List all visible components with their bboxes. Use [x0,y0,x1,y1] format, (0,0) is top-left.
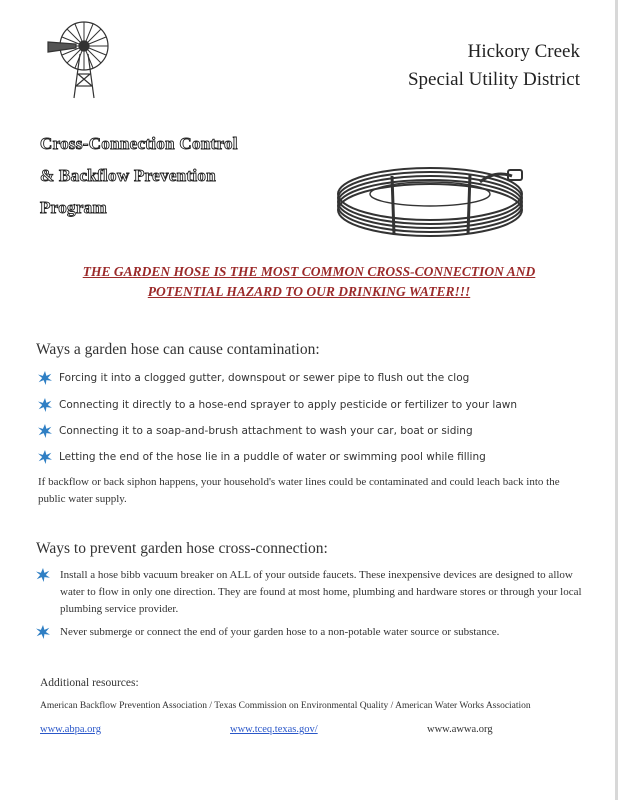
link-awwa[interactable]: www.awwa.org [427,724,493,735]
splash-star-icon [36,625,50,639]
link-abpa[interactable]: www.abpa.org [40,724,101,735]
splash-star-icon [36,568,50,582]
contamination-item-text: Connecting it to a soap-and-brush attachment to wash your car, boat or siding [59,425,473,437]
contamination-item-text: Letting the end of the hose lie in a puddle of water or swimming pool while filling [59,451,486,463]
program-title-line-1: Cross-Connection Control [40,134,238,153]
prevention-heading: Ways to prevent garden hose cross-connection: [36,540,328,557]
windmill-icon [40,14,120,104]
link-tceq[interactable]: www.tceq.texas.gov/ [230,724,318,735]
org-line-2: Special Utility District [407,69,580,90]
splash-star-icon [38,450,52,464]
program-title-line-3: Program [40,198,107,217]
contamination-item [38,451,486,464]
contamination-item-text: Forcing it into a clogged gutter, downspout or sewer pipe to flush out the clog [59,372,470,384]
prevention-item-text: Never submerge or connect the end of your garden hose to a non-potable water source or substance. [60,626,500,638]
program-title-line-2: & Backflow Prevention [40,166,216,185]
garden-hose-icon [330,160,530,240]
resource-organizations: American Backflow Prevention Association / Texas Commission on Environmental Quality / American Water Works Association [40,701,531,711]
warning-line-1: THE GARDEN HOSE IS THE MOST COMMON CROSS-CONNECTION AND [82,264,536,279]
org-line-1: Hickory Creek [467,41,580,62]
contamination-item [38,372,469,385]
prevention-item [36,567,588,618]
splash-star-icon [38,424,52,438]
prevention-item-text: Install a hose bibb vacuum breaker on ALL of your outside faucets. These inexpensive devices are designed to allow water to flow in only one direction. They are found at most home, plumbing and hardware stores or through your local plumbing service provider. [60,569,582,615]
contamination-heading: Ways a garden hose can cause contamination: [36,341,320,358]
resources-heading: Additional resources: [40,677,139,689]
organization-name [408,38,580,94]
warning-banner [20,262,598,302]
contamination-item [38,399,517,412]
contamination-item [38,425,473,438]
prevention-item [36,624,588,641]
splash-star-icon [38,398,52,412]
warning-line-2: POTENTIAL HAZARD TO OUR DRINKING WATER!!! [147,284,471,299]
backflow-note: If backflow or back siphon happens, your household's water lines could be contaminated and could leach back into the public water supply. [38,476,560,505]
splash-star-icon [38,371,52,385]
program-title [40,128,238,224]
contamination-item-text: Connecting it directly to a hose-end sprayer to apply pesticide or fertilizer to your lawn [59,399,517,411]
